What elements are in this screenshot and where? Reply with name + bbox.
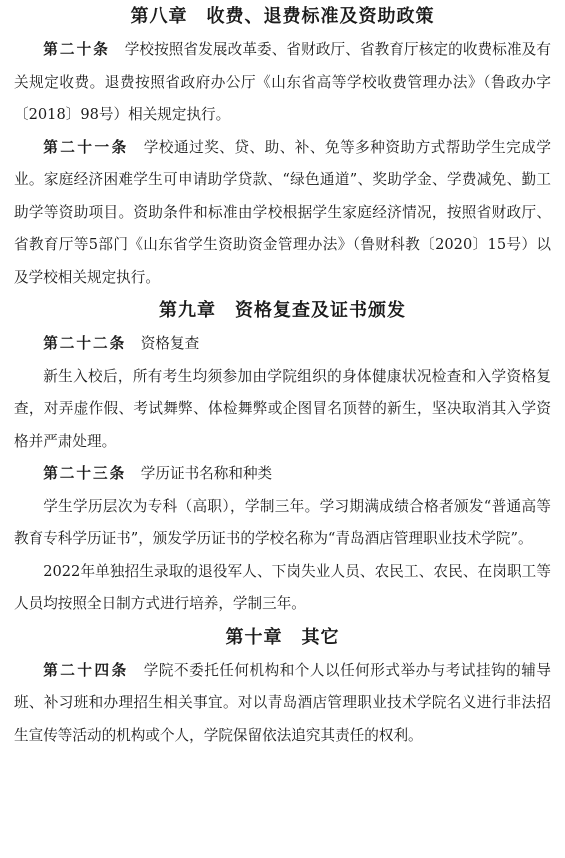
article-24-label: 第二十四条 <box>43 661 129 679</box>
article-20 <box>14 34 551 132</box>
chapter-8-heading: 第八章 收费、退费标准及资助政策 <box>130 6 435 27</box>
article-22-header <box>14 328 551 361</box>
article-24-text: 学院不委托任何机构和个人以任何形式举办与考试挂钩的辅导班、补习班和办理招生相关事宜。对以青岛酒店管理职业技术学院名义进行非法招生宣传等活动的机构或个人，学院保留依法追究其责任的权利。 <box>14 661 551 744</box>
article-20-label: 第二十条 <box>43 41 110 58</box>
article-21-label: 第二十一条 <box>43 138 129 156</box>
article-23-label: 第二十三条 <box>43 465 127 482</box>
chapter-10-heading: 第十章 其它 <box>225 626 340 648</box>
article-23-subtitle: 学历证书名称和种类 <box>140 465 273 482</box>
article-21 <box>14 132 551 295</box>
article-22-subtitle: 资格复查 <box>140 335 200 352</box>
article-23-text-1: 学生学历层次为专科（高职），学制三年。学习期满成绩合格者颁发“普通高等教育专科学历证书”，颁发学历证书的学校名称为“青岛酒店管理职业技术学院”。 <box>14 497 551 547</box>
article-23-text-2: 2022年单独招生录取的退役军人、下岗失业人员、农民工、农民、在岗职工等人员均按照全日制方式进行培养，学制三年。 <box>14 562 551 612</box>
article-23-header <box>14 458 551 491</box>
article-22-text: 新生入校后，所有考生均须参加由学院组织的身体健康状况检查和入学资格复查，对弄虚作假、考试舞弊、体检舞弊或企图冒名顶替的新生，坚决取消其入学资格并严肃处理。 <box>14 367 551 450</box>
article-20-text: 学校按照省发展改革委、省财政厅、省教育厅核定的收费标准及有关规定收费。退费按照省政府办公厅《山东省高等学校收费管理办法》（鲁政办字〔2018〕98号）相关规定执行。 <box>14 41 551 123</box>
article-21-text: 学校通过奖、贷、助、补、免等多种资助方式帮助学生完成学业。家庭经济困难学生可申请助学贷款、“绿色通道”、奖助学金、学费减免、勤工助学等资助项目。资助条件和标准由学校根据学生家庭经济情况，按照省财政厅、省教育厅等5部门《山东省学生资助资金管理办法》（鲁财科教〔2020〕15号）以及学校相关规定执行。 <box>14 138 551 286</box>
chapter-9-heading: 第九章 资格复查及证书颁发 <box>159 300 406 321</box>
article-24 <box>14 655 551 753</box>
article-22-label: 第二十二条 <box>43 335 127 352</box>
